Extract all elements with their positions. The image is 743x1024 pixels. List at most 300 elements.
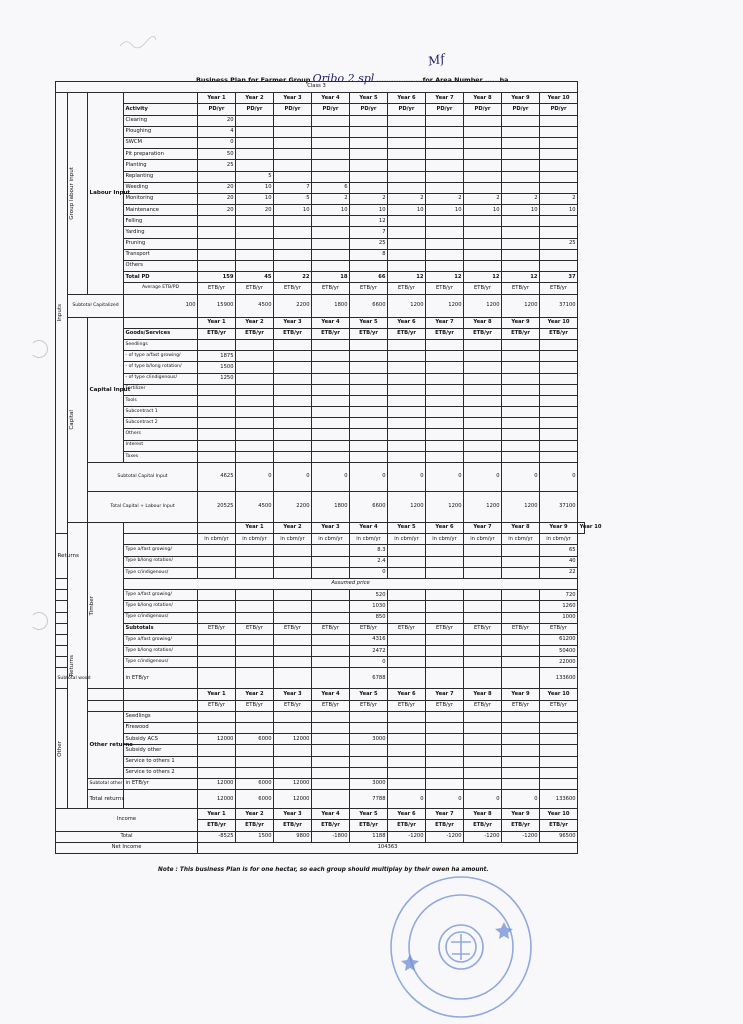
unit-header: ETB/yr xyxy=(502,700,540,711)
value-cell: 520 xyxy=(350,590,388,601)
value-cell xyxy=(198,238,236,249)
unit-header: ETB/yr xyxy=(274,623,312,634)
value-cell xyxy=(274,373,312,384)
unit-header: ETB/yr xyxy=(426,328,464,339)
value-cell xyxy=(502,556,540,567)
value-cell xyxy=(502,238,540,249)
value-cell xyxy=(312,407,350,418)
value-cell xyxy=(426,149,464,160)
value-cell: 7 xyxy=(350,227,388,238)
year-header: Year 1 xyxy=(236,523,274,534)
capital-row xyxy=(56,339,585,350)
value-cell: 133600 xyxy=(540,790,578,809)
value-cell: 0 xyxy=(464,790,502,809)
blank-cell xyxy=(56,590,68,601)
unit-header: ETB/yr xyxy=(540,283,578,294)
year-header: Year 5 xyxy=(350,93,388,104)
value-cell xyxy=(540,171,578,182)
unit-header: ETB/yr xyxy=(502,328,540,339)
activity-name: Others xyxy=(124,261,198,272)
value-cell xyxy=(388,216,426,227)
capital-item-name: Tools xyxy=(124,395,198,406)
value-cell: 1200 xyxy=(464,294,502,317)
value-cell: 3000 xyxy=(350,778,388,789)
value-cell xyxy=(274,668,312,689)
value-cell xyxy=(502,339,540,350)
value-cell: 4316 xyxy=(350,634,388,645)
value-cell xyxy=(388,734,426,745)
value-cell xyxy=(198,418,236,429)
labour-total-row xyxy=(56,272,585,283)
value-cell xyxy=(426,756,464,767)
value-cell xyxy=(502,646,540,657)
value-cell: 20 xyxy=(198,182,236,193)
value-cell xyxy=(426,668,464,689)
activity-name: Felling xyxy=(124,216,198,227)
value-cell xyxy=(274,227,312,238)
value-cell xyxy=(312,249,350,260)
value-cell xyxy=(502,407,540,418)
value-cell xyxy=(502,440,540,451)
value-cell: -8525 xyxy=(198,831,236,842)
unit-header: in cbm/yr xyxy=(198,534,236,545)
value-cell: 6600 xyxy=(350,294,388,317)
value-cell xyxy=(388,261,426,272)
value-cell xyxy=(388,149,426,160)
value-cell xyxy=(388,567,426,578)
value-cell xyxy=(540,216,578,227)
value-cell xyxy=(198,601,236,612)
total-returns-label: Total returns xyxy=(88,790,124,809)
value-cell xyxy=(312,612,350,623)
net-income-value: 104363 xyxy=(198,842,578,853)
year-header: Year 5 xyxy=(388,523,426,534)
value-cell xyxy=(464,567,502,578)
value-cell xyxy=(464,440,502,451)
value-cell: 0 xyxy=(540,463,578,492)
value-cell xyxy=(388,171,426,182)
value-cell: 12000 xyxy=(274,734,312,745)
capital-total-row xyxy=(56,492,585,523)
value-cell: 6000 xyxy=(236,790,274,809)
value-cell xyxy=(236,601,274,612)
value-cell: 4 xyxy=(198,126,236,137)
unit-header: ETB/yr xyxy=(350,283,388,294)
value-cell xyxy=(236,567,274,578)
value-cell xyxy=(388,657,426,668)
value-cell xyxy=(502,182,540,193)
value-cell xyxy=(198,261,236,272)
year-header: Year 9 xyxy=(502,809,540,820)
activity-name: Transport xyxy=(124,249,198,260)
value-cell xyxy=(312,384,350,395)
value-cell xyxy=(312,723,350,734)
value-cell xyxy=(312,429,350,440)
value-cell xyxy=(312,668,350,689)
unit-header: in cbm/yr xyxy=(540,534,578,545)
value-cell xyxy=(388,646,426,657)
value-cell xyxy=(312,601,350,612)
value-cell xyxy=(274,601,312,612)
value-cell xyxy=(312,634,350,645)
value-cell xyxy=(312,711,350,722)
value-cell: 10 xyxy=(426,205,464,216)
value-cell xyxy=(502,126,540,137)
value-cell xyxy=(426,384,464,395)
blank-cell xyxy=(88,700,124,711)
inputs-label-text: Inputs xyxy=(56,304,63,322)
value-cell xyxy=(464,182,502,193)
group-labour-label-text: Group labour input xyxy=(68,166,75,220)
value-cell xyxy=(502,778,540,789)
value-cell xyxy=(350,182,388,193)
pencil-scribble xyxy=(118,36,158,50)
other-item-name: Firewood xyxy=(124,723,198,734)
year-header: Year 2 xyxy=(236,809,274,820)
value-cell: 0 xyxy=(350,567,388,578)
value-cell xyxy=(388,668,426,689)
value-cell xyxy=(350,407,388,418)
value-cell xyxy=(312,590,350,601)
value-cell xyxy=(312,756,350,767)
value-cell: 0 xyxy=(464,463,502,492)
year-header: Year 6 xyxy=(388,317,426,328)
activity-name: Maintenance xyxy=(124,205,198,216)
value-cell: 1260 xyxy=(540,601,578,612)
blank-cell xyxy=(56,601,68,612)
unit-header: ETB/yr xyxy=(502,283,540,294)
value-cell xyxy=(426,395,464,406)
value-cell xyxy=(464,734,502,745)
value-cell: 2200 xyxy=(274,492,312,523)
year-header: Year 4 xyxy=(312,809,350,820)
unit-header: ETB/yr xyxy=(198,700,236,711)
unit-header: ETB/yr xyxy=(426,283,464,294)
timber-volume-row xyxy=(56,556,585,567)
unit-header: ETB/yr xyxy=(312,283,350,294)
value-cell: 10 xyxy=(312,205,350,216)
value-cell xyxy=(540,429,578,440)
value-cell xyxy=(274,171,312,182)
value-cell: 4500 xyxy=(236,492,274,523)
value-cell xyxy=(388,137,426,148)
value-cell xyxy=(198,545,236,556)
value-cell xyxy=(350,160,388,171)
year-header: Year 2 xyxy=(274,523,312,534)
unit-header: PD/yr xyxy=(540,104,578,115)
capital-item-name: Others xyxy=(124,429,198,440)
value-cell xyxy=(350,171,388,182)
value-cell: 159 xyxy=(198,272,236,283)
value-cell xyxy=(388,126,426,137)
total-pd-label: Total PD xyxy=(124,272,198,283)
year-header: Year 8 xyxy=(502,523,540,534)
value-cell xyxy=(388,723,426,734)
value-cell: 37100 xyxy=(540,492,578,523)
value-cell xyxy=(464,216,502,227)
labour-row xyxy=(56,149,585,160)
value-cell xyxy=(426,440,464,451)
value-cell xyxy=(312,216,350,227)
value-cell xyxy=(236,339,274,350)
value-cell xyxy=(540,395,578,406)
value-cell xyxy=(312,362,350,373)
unit-header: ETB/yr xyxy=(274,283,312,294)
value-cell xyxy=(388,556,426,567)
value-cell xyxy=(274,261,312,272)
value-cell xyxy=(198,590,236,601)
unit-header: PD/yr xyxy=(350,104,388,115)
value-cell xyxy=(350,440,388,451)
value-cell xyxy=(312,778,350,789)
other-row xyxy=(56,745,585,756)
value-cell xyxy=(274,590,312,601)
value-cell: 20525 xyxy=(198,492,236,523)
value-cell xyxy=(198,429,236,440)
value-cell: 25 xyxy=(540,238,578,249)
value-cell: 0 xyxy=(198,137,236,148)
other-unit-row xyxy=(56,700,585,711)
blank-cell xyxy=(56,646,68,657)
unit-header: ETB/yr xyxy=(236,283,274,294)
value-cell xyxy=(540,149,578,160)
year-header: Year 7 xyxy=(464,523,502,534)
value-cell xyxy=(236,668,274,689)
value-cell xyxy=(236,384,274,395)
value-cell xyxy=(502,249,540,260)
value-cell: 22 xyxy=(540,567,578,578)
value-cell xyxy=(540,362,578,373)
value-cell: 12 xyxy=(350,216,388,227)
value-cell xyxy=(464,373,502,384)
timber-type-name: Type c/indigenous/ xyxy=(124,612,198,623)
value-cell: 20 xyxy=(198,193,236,204)
timber-value-row xyxy=(56,646,585,657)
value-cell xyxy=(464,668,502,689)
year-header: Year 8 xyxy=(464,93,502,104)
timber-label-text: Timber xyxy=(88,595,95,616)
value-cell xyxy=(274,545,312,556)
capital-row xyxy=(56,418,585,429)
timber-type-name: Type b/long rotation/ xyxy=(124,601,198,612)
year-header: Year 6 xyxy=(388,809,426,820)
value-cell xyxy=(388,160,426,171)
value-cell: 1875 xyxy=(198,351,236,362)
unit-header: ETB/yr xyxy=(312,700,350,711)
value-cell: 1030 xyxy=(350,601,388,612)
blank-cell xyxy=(124,534,198,545)
value-cell xyxy=(350,126,388,137)
value-cell xyxy=(312,238,350,249)
value-cell xyxy=(388,745,426,756)
value-cell xyxy=(198,711,236,722)
value-cell: 12 xyxy=(388,272,426,283)
value-cell xyxy=(350,384,388,395)
value-cell xyxy=(426,115,464,126)
year-header: Year 10 xyxy=(578,523,585,534)
year-header: Year 4 xyxy=(312,689,350,700)
value-cell: 0 xyxy=(426,463,464,492)
value-cell xyxy=(198,567,236,578)
value-cell: 7 xyxy=(274,182,312,193)
value-cell xyxy=(236,657,274,668)
value-cell xyxy=(540,261,578,272)
value-cell xyxy=(388,612,426,623)
value-cell xyxy=(236,745,274,756)
year-header: Year 7 xyxy=(426,93,464,104)
value-cell xyxy=(426,745,464,756)
value-cell: 10 xyxy=(350,205,388,216)
value-cell xyxy=(236,395,274,406)
value-cell: 850 xyxy=(350,612,388,623)
value-cell xyxy=(426,590,464,601)
subtotal-other-unit: in ETB/yr xyxy=(124,778,198,789)
value-cell: 0 xyxy=(502,463,540,492)
blank-cell xyxy=(56,612,68,623)
unit-header: ETB/yr xyxy=(388,820,426,831)
value-cell xyxy=(312,451,350,462)
year-header: Year 8 xyxy=(464,317,502,328)
capital-item-name: - of type b/long rotation/ xyxy=(124,362,198,373)
timber-value-row xyxy=(56,657,585,668)
value-cell: 8 xyxy=(350,249,388,260)
year-header: Year 7 xyxy=(426,689,464,700)
value-cell xyxy=(312,745,350,756)
value-cell: 10 xyxy=(274,205,312,216)
value-cell: 0 xyxy=(312,463,350,492)
year-header: Year 9 xyxy=(540,523,578,534)
value-cell xyxy=(198,723,236,734)
year-header: Year 6 xyxy=(426,523,464,534)
value-cell xyxy=(540,407,578,418)
value-cell: 1188 xyxy=(350,831,388,842)
value-cell: 1200 xyxy=(388,294,426,317)
value-cell xyxy=(426,601,464,612)
value-cell xyxy=(426,373,464,384)
value-cell xyxy=(540,745,578,756)
unit-header: ETB/yr xyxy=(540,623,578,634)
other-row xyxy=(56,734,585,745)
value-cell xyxy=(350,711,388,722)
value-cell xyxy=(236,634,274,645)
value-cell xyxy=(464,590,502,601)
timber-year-row xyxy=(56,523,585,534)
year-header: Year 5 xyxy=(350,317,388,328)
unit-header: ETB/yr xyxy=(198,820,236,831)
value-cell xyxy=(464,384,502,395)
year-header: Year 9 xyxy=(502,317,540,328)
unit-header: ETB/yr xyxy=(236,328,274,339)
unit-header: in cbm/yr xyxy=(274,534,312,545)
value-cell xyxy=(236,249,274,260)
value-cell: 12 xyxy=(502,272,540,283)
value-cell xyxy=(426,545,464,556)
value-cell xyxy=(198,440,236,451)
value-cell xyxy=(388,451,426,462)
value-cell: 1200 xyxy=(502,492,540,523)
value-cell: 6600 xyxy=(350,492,388,523)
value-cell xyxy=(198,668,236,689)
value-cell xyxy=(426,767,464,778)
value-cell xyxy=(502,711,540,722)
blank-cell xyxy=(124,700,198,711)
value-cell xyxy=(502,756,540,767)
capital-subtotal-label: Subtotal Capital Input xyxy=(88,463,198,492)
labour-row xyxy=(56,137,585,148)
value-cell xyxy=(426,216,464,227)
value-cell: -1200 xyxy=(388,831,426,842)
activity-name: SWCM xyxy=(124,137,198,148)
year-header: Year 3 xyxy=(274,93,312,104)
value-cell xyxy=(198,556,236,567)
value-cell xyxy=(502,668,540,689)
value-cell xyxy=(274,646,312,657)
value-cell xyxy=(312,373,350,384)
rate-label: Average ETB/PD xyxy=(124,283,198,294)
value-cell: -1200 xyxy=(464,831,502,842)
value-cell xyxy=(312,261,350,272)
value-cell: 25 xyxy=(350,238,388,249)
capital-row xyxy=(56,351,585,362)
value-cell xyxy=(388,545,426,556)
other-label xyxy=(56,689,68,809)
value-cell: 0 xyxy=(350,463,388,492)
timber-type-name: Type a/fast growing/ xyxy=(124,590,198,601)
value-cell xyxy=(540,126,578,137)
value-cell xyxy=(236,646,274,657)
value-cell: 2200 xyxy=(274,294,312,317)
value-cell xyxy=(388,384,426,395)
value-cell xyxy=(426,362,464,373)
subtotal-other-label: Subtotal other xyxy=(88,778,124,789)
timber-type-name: Type c/indigenous/ xyxy=(124,657,198,668)
value-cell xyxy=(388,373,426,384)
value-cell xyxy=(464,723,502,734)
subtotal-wood-label: Subtotal wood xyxy=(56,668,68,689)
value-cell: 6000 xyxy=(236,778,274,789)
value-cell xyxy=(426,657,464,668)
capital-item-name: Subcontract 1 xyxy=(124,407,198,418)
goods-services-header: Goods/Services xyxy=(124,328,198,339)
value-cell xyxy=(350,767,388,778)
labour-row xyxy=(56,126,585,137)
value-cell xyxy=(388,351,426,362)
value-cell xyxy=(274,238,312,249)
labour-row xyxy=(56,205,585,216)
unit-header: ETB/yr xyxy=(198,328,236,339)
value-cell xyxy=(312,657,350,668)
footnote: Note : This business Plan is for one hectar, so each group should multiplay by their owen ha amount. xyxy=(158,867,489,873)
labour-row xyxy=(56,193,585,204)
value-cell xyxy=(464,601,502,612)
returns-label xyxy=(68,523,88,809)
value-cell xyxy=(236,429,274,440)
capital-item-name: Taxes xyxy=(124,451,198,462)
value-cell xyxy=(540,182,578,193)
value-cell xyxy=(236,261,274,272)
value-cell xyxy=(350,351,388,362)
labour-input-label: Labour Input xyxy=(88,93,124,294)
value-cell xyxy=(312,790,350,809)
value-cell xyxy=(198,216,236,227)
value-cell: 66 xyxy=(350,272,388,283)
assumed-price-row xyxy=(56,578,585,589)
value-cell xyxy=(426,171,464,182)
value-cell: 20 xyxy=(236,205,274,216)
unit-header: ETB/yr xyxy=(464,623,502,634)
value-cell xyxy=(274,115,312,126)
value-cell: 22000 xyxy=(540,657,578,668)
